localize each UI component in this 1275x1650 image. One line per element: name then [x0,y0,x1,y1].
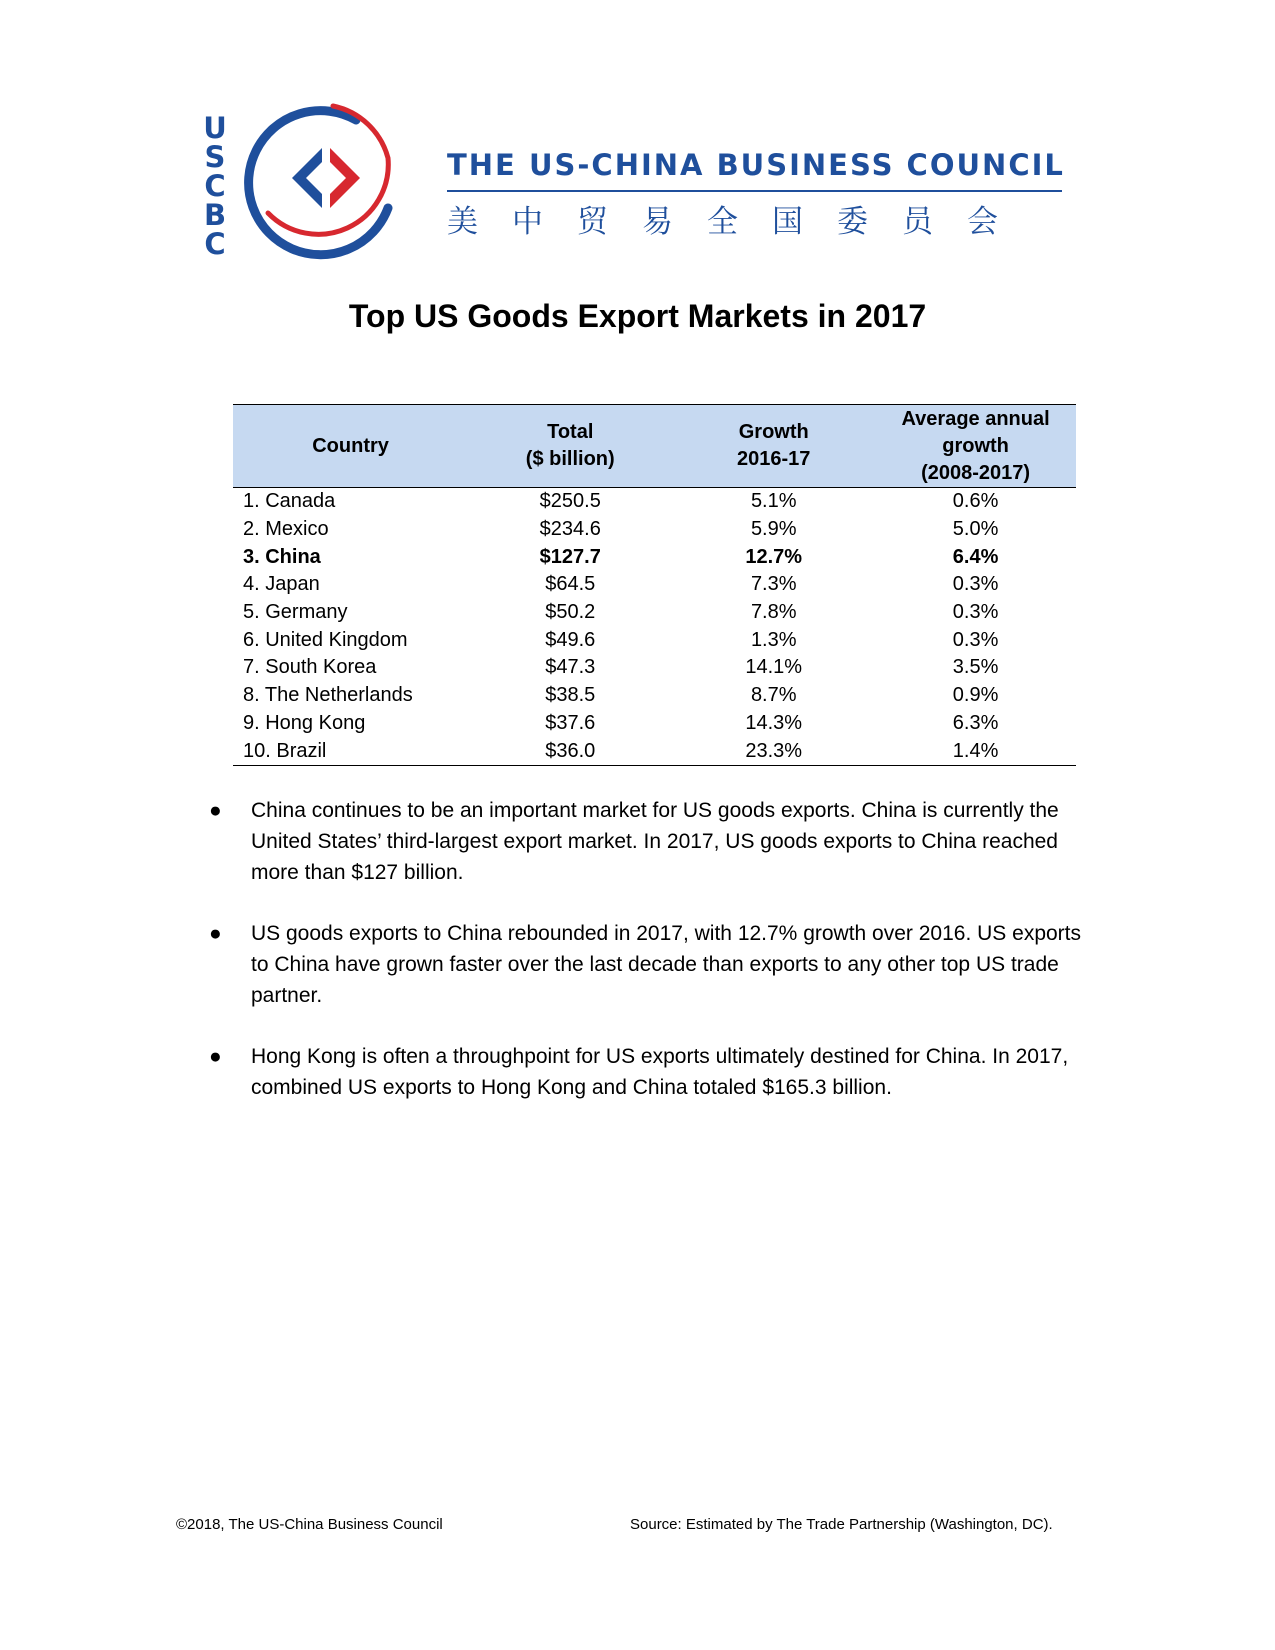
bullet-text: US goods exports to China rebounded in 2017, with 12.7% growth over 2016. US exports to China have grown faster over the last decade than exports to any other top US trade partner. [251,922,1082,1007]
logo-chinese-name: 美中贸易全国委员会 [447,204,1032,240]
list-item [202,918,1102,1011]
logo-letter: C [204,227,226,261]
header-avg-line3: (2008-2017) [921,461,1031,484]
bullet-text: Hong Kong is often a throughpoint for US exports ultimately destined for China. In 2017, combined US exports to Hong Kong and China totaled $165.3 billion. [251,1045,1069,1099]
header-growth-line1: Growth [738,421,809,443]
cell-country: 4. Japan [243,573,320,596]
header-total [468,405,672,488]
cell-total: $49.6 [545,628,596,651]
bullet-icon: ● [209,1045,222,1068]
key-points-list [202,795,1102,1133]
cell-total: $36.0 [545,739,596,762]
table-row [233,682,1076,710]
cell-country: 5. Germany [243,601,348,624]
header-growth [672,405,875,488]
cell-growth: 12.7% [745,545,803,568]
cell-growth: 14.1% [745,656,803,679]
cell-country: 8. The Netherlands [243,684,413,707]
table-row [233,599,1076,627]
footer-source: Source: Estimated by The Trade Partnership (Washington, DC). [630,1516,1053,1533]
logo-letter: S [204,140,226,174]
header-growth-line2: 2016-17 [737,448,811,470]
table-row [233,488,1076,516]
bullet-text: China continues to be an important market for US goods exports. China is currently the United States’ third-largest export market. In 2017, US goods exports to China reached more than $127 billion. [251,799,1059,884]
cell-total: $38.5 [545,684,596,707]
cell-average-growth: 3.5% [952,656,999,679]
uscbc-logo [200,98,1080,268]
logo-divider [447,190,1062,192]
header-average-growth [875,405,1076,488]
table-row [233,626,1076,654]
table-row [233,654,1076,682]
table-row [233,710,1076,738]
cell-average-growth: 6.4% [952,545,999,568]
logo-letter: U [203,111,227,145]
header-country-label: Country [312,434,389,457]
cell-country: 10. Brazil [243,739,327,762]
logo-english-name: THE US-CHINA BUSINESS COUNCIL [447,148,1065,182]
logo-letter: C [204,169,226,203]
export-markets-table [233,404,1076,766]
logo-emblem-icon [238,98,408,268]
cell-average-growth: 0.9% [952,684,999,707]
header-avg-line1: Average annual [901,407,1050,430]
list-item [202,795,1102,888]
cell-average-growth: 0.3% [952,628,999,651]
cell-country: 3. China [243,545,321,568]
cell-country: 1. Canada [243,490,336,513]
bullet-icon: ● [209,922,222,945]
cell-growth: 23.3% [745,739,803,762]
header-avg-line2: growth [942,434,1009,457]
cell-average-growth: 1.4% [952,739,999,762]
cell-average-growth: 0.3% [952,601,999,624]
cell-average-growth: 6.3% [952,711,999,734]
cell-growth: 7.3% [750,573,797,596]
footer-copyright: ©2018, The US-China Business Council [176,1516,443,1533]
table-row [233,571,1076,599]
table-row [233,737,1076,765]
cell-total: $127.7 [539,545,601,568]
table-row [233,516,1076,544]
logo-acronym [200,111,230,261]
logo-letter: B [203,198,227,232]
cell-country: 2. Mexico [243,518,329,541]
cell-total: $37.6 [545,711,596,734]
page-title: Top US Goods Export Markets in 2017 [348,298,927,334]
header-total-line2: ($ billion) [525,448,615,470]
list-item [202,1041,1102,1103]
cell-total: $64.5 [545,573,596,596]
table-row-highlighted [233,543,1076,571]
cell-total: $47.3 [545,656,596,679]
cell-country: 7. South Korea [243,656,377,679]
header-country [233,405,468,488]
cell-total: $234.6 [539,518,601,541]
cell-growth: 7.8% [750,601,797,624]
cell-growth: 14.3% [745,711,803,734]
cell-total: $50.2 [545,601,596,624]
cell-growth: 1.3% [750,628,797,651]
cell-average-growth: 5.0% [952,518,999,541]
cell-growth: 5.1% [750,490,797,513]
table-header-row [233,405,1076,488]
cell-country: 9. Hong Kong [243,711,366,734]
bullet-icon: ● [209,799,222,822]
cell-total: $250.5 [539,490,601,513]
header-total-line1: Total [547,421,594,443]
cell-average-growth: 0.3% [952,573,999,596]
cell-growth: 8.7% [750,684,797,707]
cell-growth: 5.9% [750,518,797,541]
cell-average-growth: 0.6% [952,490,999,513]
cell-country: 6. United Kingdom [243,628,408,651]
